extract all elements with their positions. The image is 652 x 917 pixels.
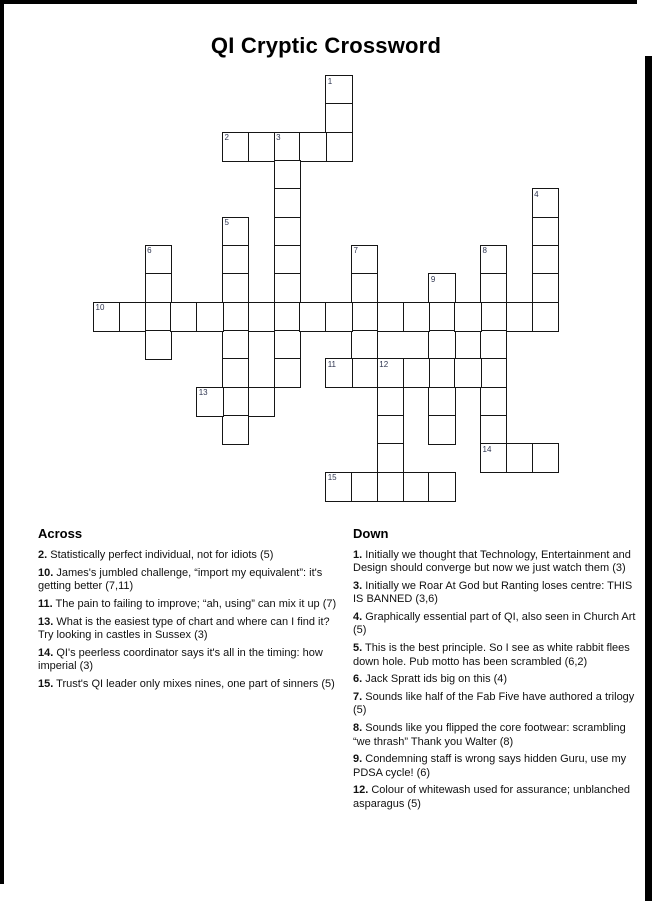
cell-number-9: 9 — [430, 274, 436, 284]
cell-r2-c7[interactable] — [274, 132, 301, 162]
clue-number: 8. — [353, 722, 363, 735]
cell-r2-c9[interactable] — [325, 132, 352, 162]
clue-text: Graphically essential part of QI, also seen in Church Art (5) — [353, 611, 636, 637]
cell-r14-c10[interactable] — [351, 472, 378, 502]
cell-r11-c6[interactable] — [248, 387, 275, 417]
cell-r6-c7[interactable] — [274, 245, 301, 275]
down-clue-1 — [353, 549, 644, 576]
clue-number: 4. — [353, 611, 363, 624]
cell-r11-c11[interactable] — [377, 387, 404, 417]
down-clue-9 — [353, 753, 644, 780]
cell-r8-c3[interactable] — [170, 302, 197, 332]
clue-text: Jack Spratt ids big on this (4) — [365, 673, 508, 686]
cell-number-10: 10 — [95, 303, 105, 313]
cell-r10-c13[interactable] — [428, 358, 455, 388]
across-clue-15 — [38, 678, 337, 691]
cell-r8-c2[interactable] — [145, 302, 172, 332]
down-heading: Down — [353, 526, 389, 541]
clue-number: 13. — [38, 615, 54, 628]
across-clue-list — [38, 549, 337, 691]
clue-number: 15. — [38, 677, 54, 690]
cell-r7-c5[interactable] — [222, 273, 249, 303]
clue-number: 3. — [353, 580, 363, 593]
across-clue-11 — [38, 598, 337, 611]
clue-number: 9. — [353, 753, 363, 766]
cell-r8-c16[interactable] — [506, 302, 533, 332]
clue-text: The pain to failing to improve; “ah, using” can mix it up (7) — [55, 597, 337, 610]
clue-number: 14. — [38, 646, 54, 659]
across-heading: Across — [38, 526, 83, 541]
cell-number-5: 5 — [224, 218, 229, 228]
cell-r14-c13[interactable] — [428, 472, 455, 502]
scan-border-top — [0, 0, 637, 4]
cell-r9-c7[interactable] — [274, 330, 301, 360]
cell-r12-c5[interactable] — [222, 415, 249, 445]
cell-r2-c6[interactable] — [248, 132, 275, 162]
cell-r13-c11[interactable] — [377, 443, 404, 473]
cell-r13-c16[interactable] — [506, 443, 533, 473]
cell-r14-c12[interactable] — [403, 472, 430, 502]
cell-r8-c9[interactable] — [325, 302, 352, 332]
across-clue-14 — [38, 647, 337, 674]
cell-number-1: 1 — [327, 76, 333, 86]
cell-r7-c7[interactable] — [274, 273, 301, 303]
cell-r3-c7[interactable] — [274, 160, 301, 190]
cell-r10-c14[interactable] — [454, 358, 481, 388]
cell-number-3: 3 — [276, 133, 281, 143]
cell-number-7: 7 — [353, 246, 358, 256]
cell-r5-c7[interactable] — [274, 217, 301, 247]
cell-r8-c1[interactable] — [119, 302, 146, 332]
cell-r10-c15[interactable] — [480, 358, 507, 388]
cell-number-6: 6 — [147, 246, 152, 256]
clue-number: 11. — [38, 597, 53, 610]
cell-number-4: 4 — [534, 189, 539, 199]
cell-r6-c17[interactable] — [532, 245, 559, 275]
cell-r8-c5[interactable] — [222, 302, 249, 332]
cell-r7-c17[interactable] — [532, 273, 559, 303]
down-clue-list — [353, 549, 644, 811]
cell-number-15: 15 — [327, 473, 337, 483]
cell-r8-c11[interactable] — [377, 302, 404, 332]
cell-r8-c17[interactable] — [532, 302, 559, 332]
clue-text: What is the easiest type of chart and where can I find it? Try looking in castles in Sussex (3) — [38, 615, 330, 641]
cell-r8-c10[interactable] — [351, 302, 378, 332]
down-clue-8 — [353, 722, 644, 749]
clue-text: James's jumbled challenge, “import my equivalent”: it's getting better (7,11) — [38, 566, 323, 593]
down-clue-3 — [353, 580, 644, 607]
cell-r11-c5[interactable] — [222, 387, 249, 417]
scan-border-left — [0, 0, 4, 884]
cell-r10-c9[interactable] — [325, 358, 352, 388]
cell-r7-c10[interactable] — [351, 273, 378, 303]
cell-r12-c15[interactable] — [480, 415, 507, 445]
cell-r8-c4[interactable] — [196, 302, 223, 332]
cell-r6-c5[interactable] — [222, 245, 249, 275]
cell-r11-c15[interactable] — [480, 387, 507, 417]
clue-text: Condemning staff is wrong says hidden Guru, use my PDSA cycle! (6) — [353, 753, 627, 779]
cell-r4-c7[interactable] — [274, 188, 301, 218]
across-clue-2 — [38, 549, 337, 562]
cell-r10-c11[interactable] — [377, 358, 404, 388]
cell-r1-c9[interactable] — [325, 103, 352, 133]
cell-r8-c6[interactable] — [248, 302, 275, 332]
clue-number: 10. — [38, 566, 54, 579]
cell-number-13: 13 — [198, 388, 208, 398]
clue-text: Sounds like half of the Fab Five have authored a trilogy (5) — [353, 691, 635, 717]
cell-r8-c15[interactable] — [480, 302, 507, 332]
cell-r10-c5[interactable] — [222, 358, 249, 388]
cell-r2-c8[interactable] — [299, 132, 326, 162]
cell-r7-c2[interactable] — [145, 273, 172, 303]
cell-r8-c13[interactable] — [428, 302, 455, 332]
cell-r6-c15[interactable] — [480, 245, 507, 275]
cell-r8-c12[interactable] — [403, 302, 430, 332]
clue-number: 7. — [353, 691, 363, 704]
cell-r9-c5[interactable] — [222, 330, 249, 360]
cell-r13-c17[interactable] — [532, 443, 559, 473]
cell-r12-c13[interactable] — [428, 415, 455, 445]
cell-r11-c13[interactable] — [428, 387, 455, 417]
clue-number: 6. — [353, 673, 363, 686]
cell-r9-c10[interactable] — [351, 330, 378, 360]
across-clue-13 — [38, 616, 337, 643]
clue-number: 1. — [353, 549, 363, 561]
cell-r10-c12[interactable] — [403, 358, 430, 388]
clue-number: 5. — [353, 642, 363, 655]
down-clue-12 — [353, 784, 644, 811]
cell-r11-c4[interactable] — [196, 387, 223, 417]
clue-text: QI's peerless coordinator says it's all in the timing: how imperial (3) — [38, 646, 323, 673]
cell-r10-c7[interactable] — [274, 358, 301, 388]
clue-text: Sounds like you flipped the core footwear: scrambling “we thrash” Thank you Walter (8) — [353, 722, 626, 748]
clue-text: This is the best principle. So I see as white rabbit flees down hole. Pub motto has been scrambled (6,2) — [353, 642, 630, 668]
cell-r14-c9[interactable] — [325, 472, 352, 502]
cell-r10-c10[interactable] — [351, 358, 378, 388]
down-clue-4 — [353, 611, 644, 638]
cell-number-2: 2 — [224, 133, 229, 143]
cell-r9-c2[interactable] — [145, 330, 172, 360]
down-clue-5 — [353, 642, 644, 669]
clue-text: Colour of whitewash used for assurance; unblanched asparagus (5) — [353, 784, 631, 810]
cell-number-8: 8 — [482, 246, 487, 256]
across-clue-10 — [38, 567, 337, 594]
clue-number: 2. — [38, 549, 48, 561]
clue-text: Initially we thought that Technology, Entertainment and Design should converge but now we just watch them (3) — [353, 549, 631, 575]
scan-border-right — [645, 56, 652, 901]
cell-r5-c5[interactable] — [222, 217, 249, 247]
down-clue-7 — [353, 691, 644, 718]
clue-number: 12. — [353, 784, 369, 797]
cell-r0-c9[interactable] — [325, 75, 352, 105]
cell-r13-c15[interactable] — [480, 443, 507, 473]
cell-number-14: 14 — [482, 444, 492, 454]
cell-r8-c14[interactable] — [454, 302, 481, 332]
clue-text: Initially we Roar At God but Ranting loses centre: THIS IS BANNED (3,6) — [353, 580, 633, 606]
cell-r12-c11[interactable] — [377, 415, 404, 445]
cell-r14-c11[interactable] — [377, 472, 404, 502]
cell-r9-c15[interactable] — [480, 330, 507, 360]
cell-r4-c17[interactable] — [532, 188, 559, 218]
page-title: QI Cryptic Crossword — [210, 33, 442, 58]
cell-r7-c13[interactable] — [428, 273, 455, 303]
cell-number-11: 11 — [327, 359, 336, 369]
cell-r6-c2[interactable] — [145, 245, 172, 275]
cell-r8-c7[interactable] — [274, 302, 301, 332]
cell-r6-c10[interactable] — [351, 245, 378, 275]
cell-r9-c13[interactable] — [428, 330, 455, 360]
cell-r8-c0[interactable] — [93, 302, 120, 332]
cell-r2-c5[interactable] — [222, 132, 249, 162]
clue-text: Statistically perfect individual, not for idiots (5) — [50, 549, 274, 561]
down-clues-section — [353, 526, 644, 816]
cell-r5-c17[interactable] — [532, 217, 559, 247]
cell-number-12: 12 — [379, 359, 389, 369]
down-clue-6 — [353, 673, 644, 686]
cell-r8-c8[interactable] — [299, 302, 326, 332]
clue-text: Trust's QI leader only mixes nines, one part of sinners (5) — [56, 677, 335, 690]
across-clues-section — [38, 526, 337, 696]
cell-r7-c15[interactable] — [480, 273, 507, 303]
